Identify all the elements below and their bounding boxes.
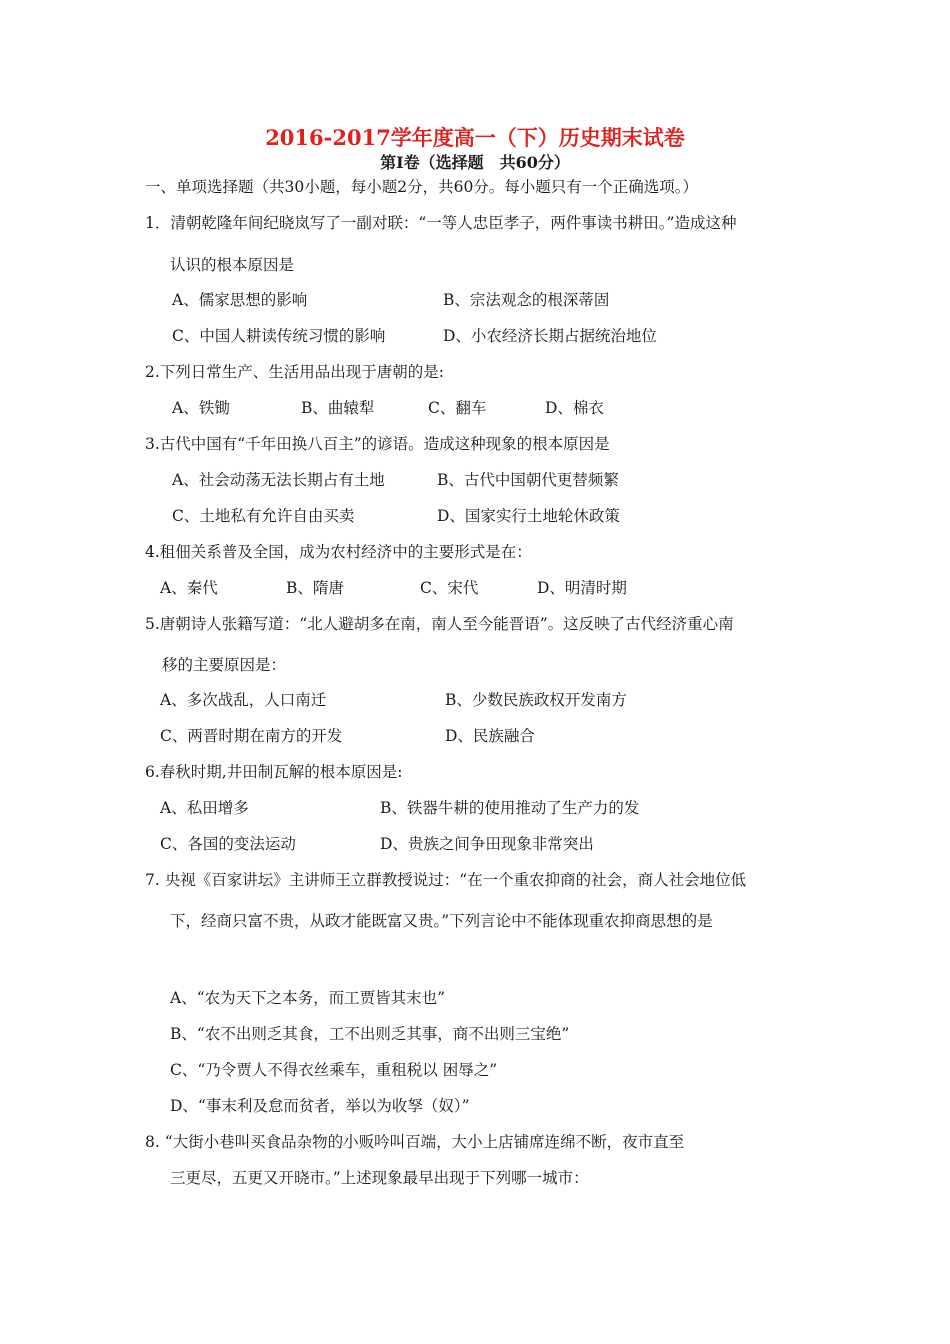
question-8-line-1: 8. “大街小巷叫买食品杂物的小贩吟叫百端，大小上店铺席连绵不断，夜市直至 <box>145 1133 685 1151</box>
question-5-option-c: C、两晋时期在南方的开发 <box>160 727 343 745</box>
question-7-line-2: 下，经商只富不贵，从政才能既富又贵。”下列言论中不能体现重农抑商思想的是 <box>170 912 713 930</box>
section-instruction: 一、单项选择题（共30小题，每小题2分，共60分。每小题只有一个正确选项。） <box>145 178 699 196</box>
question-7-option-c: C、“乃令贾人不得衣丝乘车，重租税以 困辱之” <box>170 1061 498 1079</box>
exam-subtitle: 第Ⅰ卷（选择题 共60分） <box>380 153 570 172</box>
question-1-option-b: B、宗法观念的根深蒂固 <box>443 291 610 309</box>
question-8-line-2: 三更尽，五更又开晓市。”上述现象最早出现于下列哪一城市： <box>170 1169 589 1187</box>
question-7-option-d: D、“事末利及怠而贫者，举以为收孥（奴）” <box>170 1097 470 1115</box>
exam-title: 2016-2017学年度高一（下）历史期末试卷 <box>265 125 685 150</box>
question-3-option-c: C、土地私有允许自由买卖 <box>172 507 355 525</box>
question-1-option-d: D、小农经济长期占据统治地位 <box>443 327 657 345</box>
question-7-line-1: 7. 央视《百家讲坛》主讲师王立群教授说过：“在一个重农抑商的社会，商人社会地位低 <box>145 871 747 889</box>
question-2-option-b: B、曲辕犁 <box>301 399 375 417</box>
question-5-option-d: D、民族融合 <box>445 727 535 745</box>
question-5-line-2: 移的主要原因是： <box>162 656 287 674</box>
question-1-option-a: A、儒家思想的影响 <box>172 291 308 309</box>
question-1-line-1: 1．清朝乾隆年间纪晓岚写了一副对联：“一等人忠臣孝子，两件事读书耕田。”造成这种 <box>145 214 737 232</box>
question-4-option-b: B、隋唐 <box>286 579 344 597</box>
question-6-option-d: D、贵族之间争田现象非常突出 <box>380 835 594 853</box>
question-6-option-b: B、铁器牛耕的使用推动了生产力的发 <box>380 799 640 817</box>
question-3-option-d: D、国家实行土地轮休政策 <box>437 507 620 525</box>
question-2-option-c: C、翻车 <box>428 399 487 417</box>
question-4-option-d: D、明清时期 <box>537 579 627 597</box>
question-7-option-a: A、“农为天下之本务，而工贾皆其末也” <box>170 989 446 1007</box>
question-3-option-b: B、古代中国朝代更替频繁 <box>437 471 619 489</box>
question-6-option-a: A、私田增多 <box>160 799 249 817</box>
question-4-option-c: C、宋代 <box>420 579 479 597</box>
question-5-line-1: 5.唐朝诗人张籍写道：“北人避胡多在南，南人至今能晋语”。这反映了古代经济重心南 <box>145 615 734 633</box>
question-5-option-a: A、多次战乱，人口南迁 <box>160 691 327 709</box>
question-5-option-b: B、少数民族政权开发南方 <box>445 691 627 709</box>
question-4-option-a: A、秦代 <box>160 579 218 597</box>
question-1-option-c: C、中国人耕读传统习惯的影响 <box>172 327 386 345</box>
question-7-option-b: B、“农不出则乏其食，工不出则乏其事，商不出则三宝绝” <box>170 1025 570 1043</box>
question-2-option-a: A、铁锄 <box>172 399 230 417</box>
question-4-line-1: 4.租佃关系普及全国，成为农村经济中的主要形式是在： <box>145 543 532 561</box>
question-2-option-d: D、棉衣 <box>545 399 604 417</box>
question-6-option-c: C、各国的变法运动 <box>160 835 296 853</box>
question-6-line-1: 6.春秋时期,井田制瓦解的根本原因是: <box>145 763 403 781</box>
question-3-option-a: A、社会动荡无法长期占有土地 <box>172 471 385 489</box>
question-2-line-1: 2.下列日常生产、生活用品出现于唐朝的是: <box>145 363 445 381</box>
question-1-line-2: 认识的根本原因是 <box>170 256 295 274</box>
question-3-line-1: 3.古代中国有“千年田换八百主”的谚语。造成这种现象的根本原因是 <box>145 435 610 453</box>
